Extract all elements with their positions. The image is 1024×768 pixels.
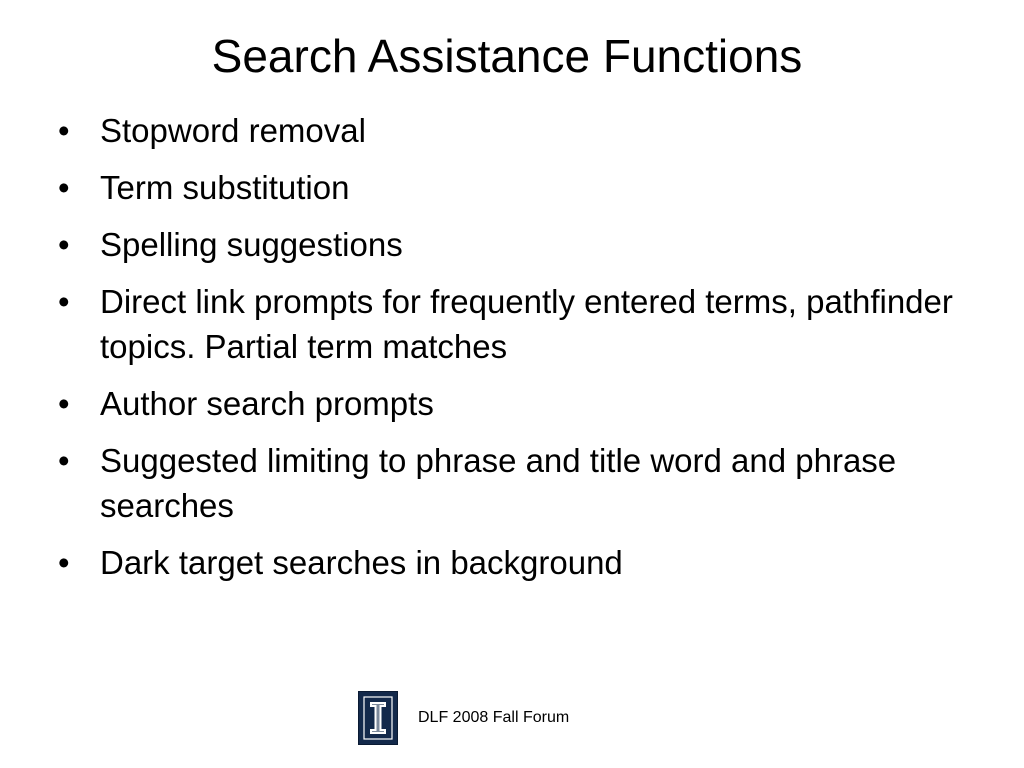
bullet-glyph: • [58,112,70,149]
bullet-item [58,381,988,426]
bullet-item [58,438,988,528]
bullet-item [58,165,988,210]
university-logo-icon [358,691,398,745]
bullet-glyph: • [58,442,70,479]
bullet-glyph: • [58,169,70,206]
bullet-text: Dark target searches in background [100,544,623,581]
bullet-text: Suggested limiting to phrase and title word and phrase searches [100,442,897,524]
slide-footer [358,690,569,746]
bullet-item [58,279,988,369]
bullet-glyph: • [58,544,70,581]
bullet-glyph: • [58,226,70,263]
bullet-item [58,540,988,585]
bullet-glyph: • [58,283,70,320]
bullet-text: Term substitution [100,169,350,206]
bullet-text: Stopword removal [100,112,366,149]
bullet-text: Spelling suggestions [100,226,403,263]
bullet-glyph: • [58,385,70,422]
bullet-text: Author search prompts [100,385,434,422]
footer-text: DLF 2008 Fall Forum [418,709,570,726]
bullet-item [58,222,988,267]
slide-title: Search Assistance Functions [211,30,803,82]
bullet-item [58,108,988,153]
bullet-list [58,108,988,597]
bullet-text: Direct link prompts for frequently entered terms, pathfinder topics. Partial term matches [100,283,953,365]
block-i-icon [361,694,395,742]
